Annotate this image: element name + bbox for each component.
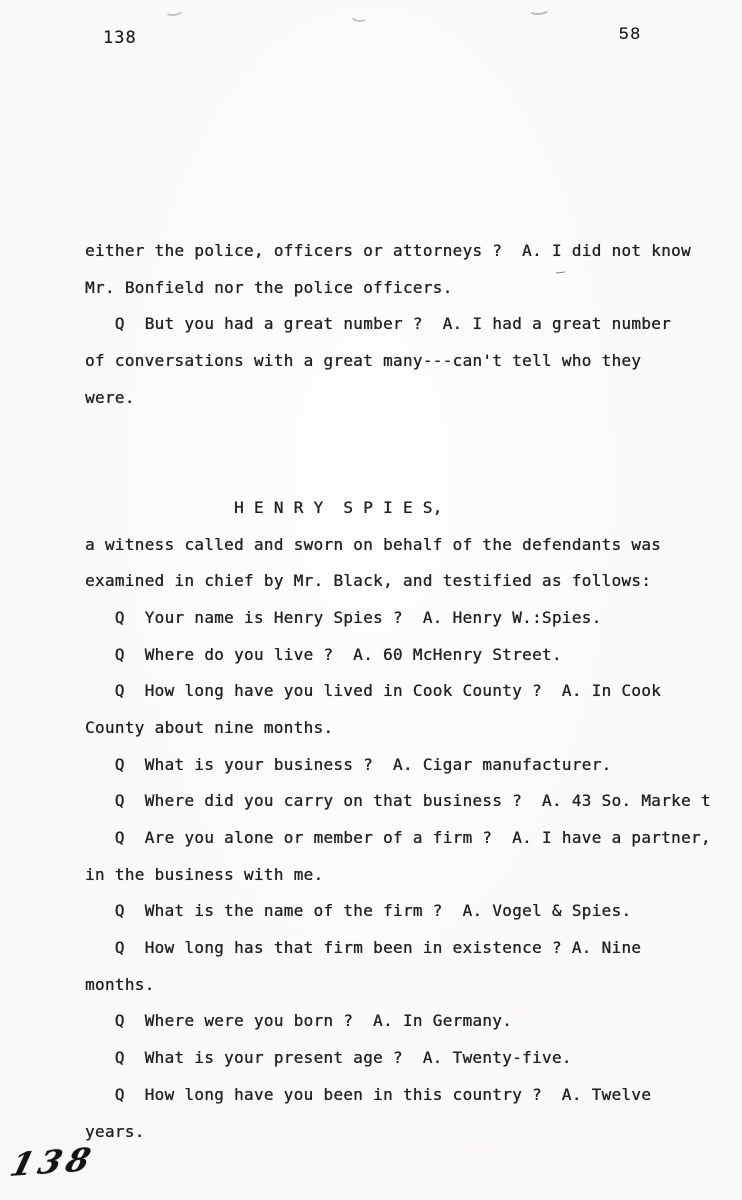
transcript-line: years. [85,1121,145,1141]
transcript-line: County about nine months. [85,717,334,737]
transcript-line: a witness called and sworn on behalf of the defendants was [85,534,662,554]
transcript-line: Q What is your business ? A. Cigar manufacturer. [85,754,612,774]
transcript-line: Q Where were you born ? A. In Germany. [85,1011,513,1031]
transcript-line: Q But you had a great number ? A. I had a great number [85,314,672,334]
transcript-line: examined in chief by Mr. Black, and testified as follows: [85,571,652,591]
transcript-line: Q Where do you live ? A. 60 McHenry Street. [85,644,562,664]
scan-smudge-mark [163,3,184,18]
scan-smudge-mark [349,9,368,23]
transcript-line: Mr. Bonfield nor the police officers. [85,277,453,297]
typed-page-number-left: 138 [103,28,137,48]
transcript-line: Q What is your present age ? A. Twenty-five. [85,1048,572,1068]
transcript-line: Q What is the name of the firm ? A. Vogel & Spies. [85,901,632,921]
transcript-line: Q Your name is Henry Spies ? A. Henry W.:Spies. [85,607,602,627]
transcript-line: either the police, officers or attorneys ? A. I did not know [85,241,691,260]
transcript-line: Q Where did you carry on that business ? A. 43 So. Marke t [85,791,711,811]
handwritten-folio-number: 138 [6,1140,100,1184]
transcript-line: months. [85,974,155,994]
scan-smudge-mark [528,2,551,16]
transcript-line: Q Are you alone or member of a firm ? A. I have a partner, [85,828,711,847]
transcript-line: H E N R Y S P I E S, [85,497,443,517]
transcript-line: of conversations with a great many---can't tell who they [85,351,642,371]
transcript-line: Q How long have you been in this country ? A. Twelve [85,1084,652,1104]
transcript [85,233,735,1150]
transcript-line: Q How long has that firm been in existence ? A. Nine [85,938,642,958]
transcript-line: in the business with me. [85,864,324,884]
transcript-line: Q How long have you lived in Cook County ? A. In Cook [85,681,662,701]
transcript-blank-line [85,416,735,453]
transcript-blank-line [85,453,735,490]
transcript-line: were. [85,387,135,407]
stamped-page-number-right: 58 [619,24,642,43]
